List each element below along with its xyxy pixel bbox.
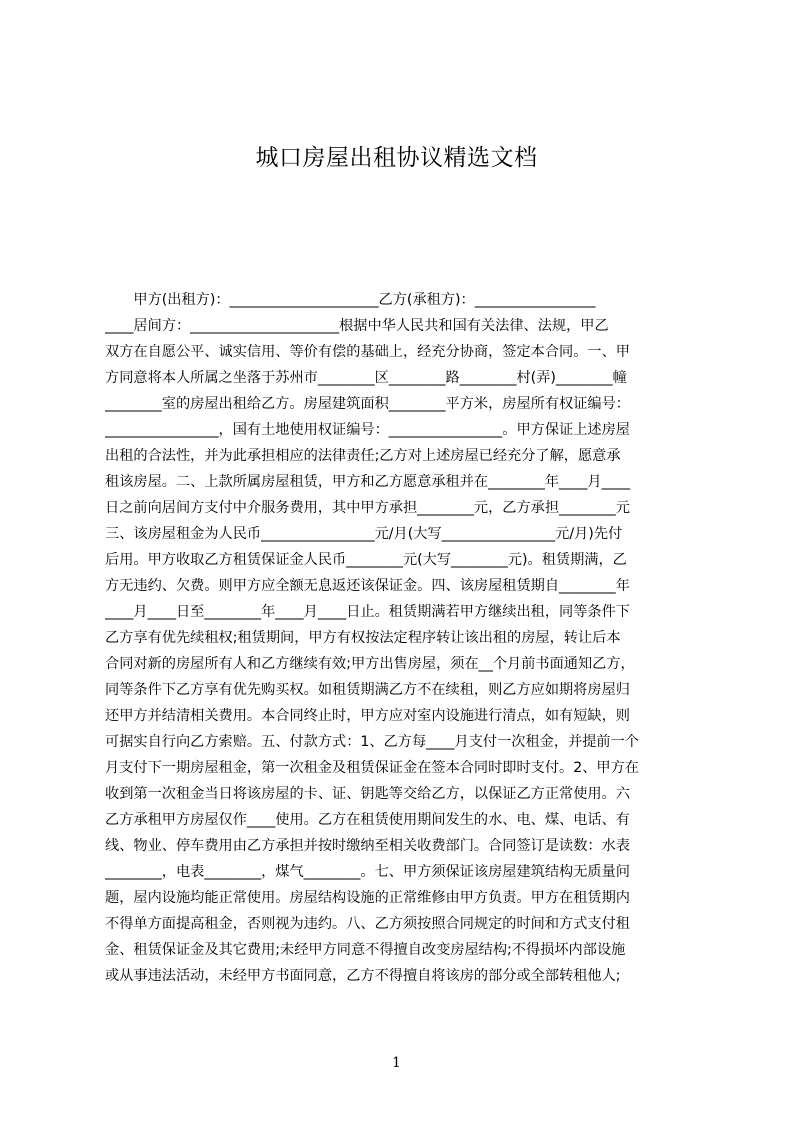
text-line: 可据实自行向乙方索赔。五、付款方式：1、乙方每____月支付一次租金，并提前一个 — [105, 734, 639, 750]
text-line: 租该房屋。二、上款所属房屋租赁，甲方和乙方愿意承租并在________年____月____ — [105, 474, 630, 490]
text-line: 月支付下一期房屋租金，第一次租金及租赁保证金在签本合同时即时支付。2、甲方在 — [105, 760, 639, 776]
text-line: 乙方享有优先续租权;租赁期间，甲方有权按法定程序转让该出租的房屋，转让后本 — [105, 630, 621, 646]
text-line: ________________，国有土地使用权证编号：________________。甲方保证上述房屋 — [105, 422, 630, 438]
text-line: 甲方(出租方)：_____________________乙方(承租方)：_________________ — [105, 292, 596, 308]
text-line: 收到第一次租金当日将该房屋的卡、证、钥匙等交给乙方，以保证乙方正常使用。六 — [105, 786, 630, 802]
text-line: 方同意将本人所属之坐落于苏州市________区________路________村(弄)________幢 — [105, 370, 627, 386]
text-line: 同等条件下乙方享有优先购买权。如租赁期满乙方不在续租，则乙方应如期将房屋归 — [105, 682, 630, 698]
contract-body — [105, 287, 699, 989]
text-line: 不得单方面提高租金，否则视为违约。八、乙方须按照合同规定的时间和方式支付租 — [105, 916, 630, 932]
text-line: ____居间方：_____________________根据中华人民共和国有关法律、法规，甲乙 — [105, 318, 609, 334]
text-line: 乙方承租甲方房屋仅作____使用。乙方在租赁使用期间发生的水、电、煤、电话、有 — [105, 812, 630, 828]
text-line: 题，屋内设施均能正常使用。房屋结构设施的正常维修由甲方负责。甲方在租赁期内 — [105, 890, 630, 906]
text-line: 或从事违法活动，未经甲方书面同意，乙方不得擅自将该房的部分或全部转租他人; — [105, 968, 621, 984]
text-line: 出租的合法性，并为此承担相应的法律责任;乙方对上述房屋已经充分了解，愿意承 — [105, 448, 621, 464]
text-line: 三、该房屋租金为人民币________________元/月(大写________________元/月)先付 — [105, 526, 623, 542]
text-line: ________室的房屋出租给乙方。房屋建筑面积________平方米，房屋所有权证编号： — [105, 396, 630, 412]
text-line: 双方在自愿公平、诚实信用、等价有偿的基础上，经充分协商，签定本合同。一、甲 — [105, 344, 630, 360]
text-line: 线、物业、停车费用由乙方承担并按时缴纳至相关收费部门。合同签订是读数：水表 — [105, 838, 630, 854]
page-number: 1 — [392, 1055, 401, 1071]
text-line: 还甲方并结清相关费用。本合同终止时，甲方应对室内设施进行清点，如有短缺，则 — [105, 708, 630, 724]
text-line: 后用。甲方收取乙方租赁保证金人民币________元(大写________元)。租赁期满，乙 — [105, 552, 627, 568]
text-line: 方无违约、欠费。则甲方应全额无息返还该保证金。四、该房屋租赁期自________年 — [105, 578, 630, 594]
page-title: 城口房屋出租协议精选文档 — [255, 145, 538, 171]
text-line: 日之前向居间方支付中介服务费用，其中甲方承担________元，乙方承担________元 — [105, 500, 630, 516]
text-line: 合同对新的房屋所有人和乙方继续有效;甲方出售房屋，须在__个月前书面通知乙方， — [105, 656, 635, 672]
text-line: ____月____日至________年____月____日止。租赁期满若甲方继续出租，同等条件下 — [105, 604, 630, 620]
text-line: 金、租赁保证金及其它费用;未经甲方同意不得擅自改变房屋结构;不得损坏内部设施 — [105, 942, 626, 958]
text-line: ________，电表________，煤气________。七、甲方须保证该房屋建筑结构无质量问 — [105, 864, 630, 880]
